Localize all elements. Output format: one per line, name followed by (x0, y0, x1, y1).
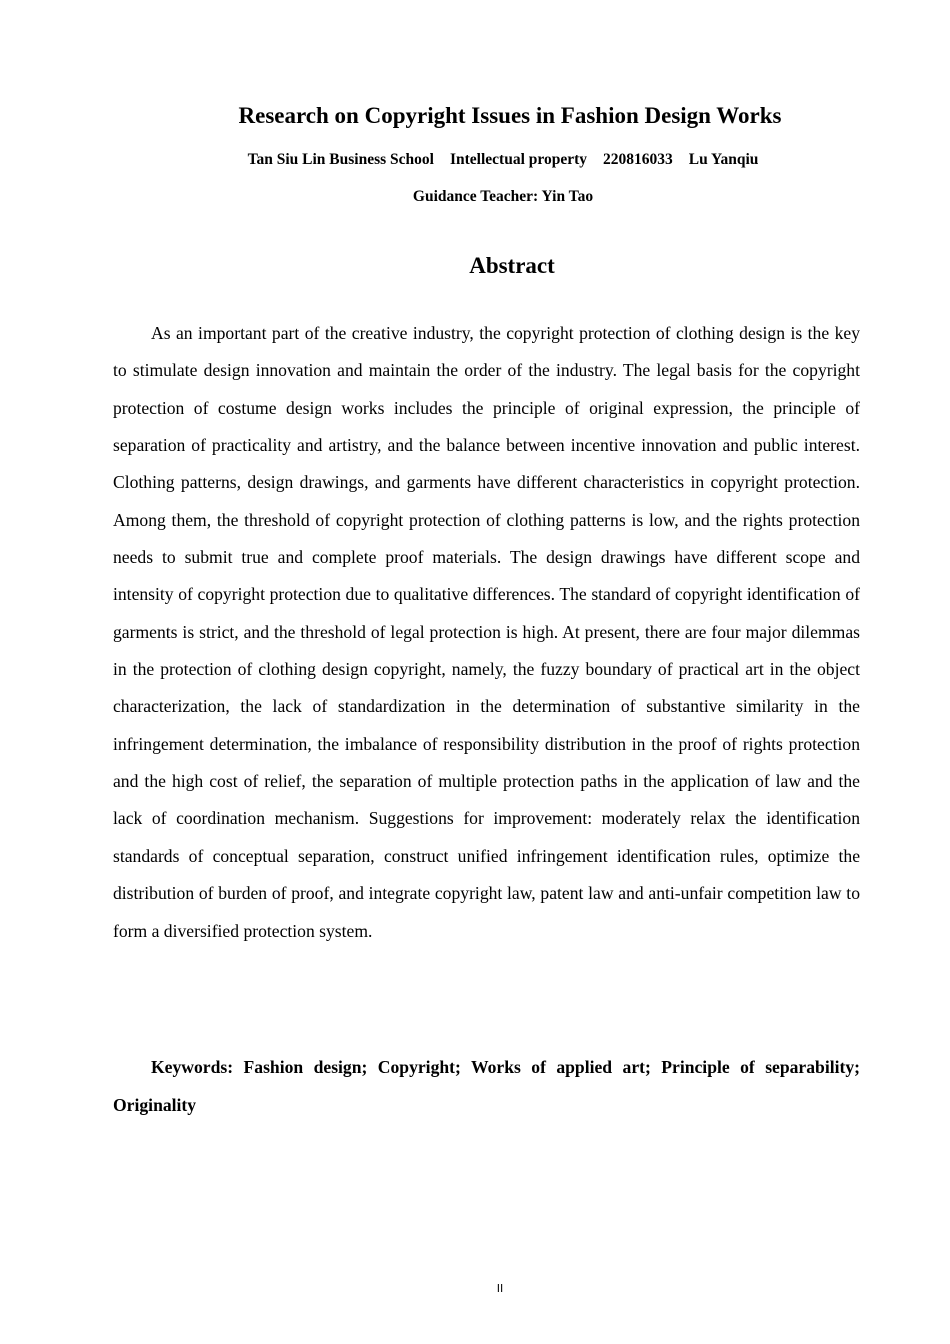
author-name: Lu Yanqiu (688, 151, 759, 168)
page-number: II (496, 1282, 504, 1295)
major-name: Intellectual property (449, 151, 588, 168)
guidance-teacher: Guidance Teacher: Yin Tao (412, 188, 594, 205)
author-info-line (0, 150, 950, 170)
school-name: Tan Siu Lin Business School (247, 151, 434, 168)
abstract-heading: Abstract (469, 253, 555, 278)
paper-title: Research on Copyright Issues in Fashion Design Works (238, 103, 782, 128)
student-id: 220816033 (603, 151, 673, 168)
keywords-paragraph: Keywords: Fashion design; Copyright; Works of applied art; Principle of separability; Originality (113, 1057, 860, 1115)
abstract-paragraph: As an important part of the creative industry, the copyright protection of clothing design is the key to stimulate design innovation and maintain the order of the industry. The legal basis for the copyright protection of costume design works includes the principle of original expression, the principle of separation of practicality and artistry, and the balance between incentive innovation and public interest. Clothing patterns, design drawings, and garments have different characteristics in copyright protection. Among them, the threshold of copyright protection of clothing patterns is low, and the rights protection needs to submit true and complete proof materials. The design drawings have different scope and intensity of copyright protection due to qualitative differences. The standard of copyright identification of garments is strict, and the threshold of legal protection is high. At present, there are four major dilemmas in the protection of clothing design copyright, namely, the fuzzy boundary of practical art in the object characterization, the lack of standardization in the determination of substantive similarity in the infringement determination, the imbalance of responsibility distribution in the proof of rights protection and the high cost of relief, the separation of multiple protection paths in the application of law and the lack of coordination mechanism. Suggestions for improvement: moderately relax the identification standards of conceptual separation, construct unified infringement identification rules, optimize the distribution of burden of proof, and integrate copyright law, patent law and anti-unfair competition law to form a diversified protection system. (113, 323, 860, 941)
